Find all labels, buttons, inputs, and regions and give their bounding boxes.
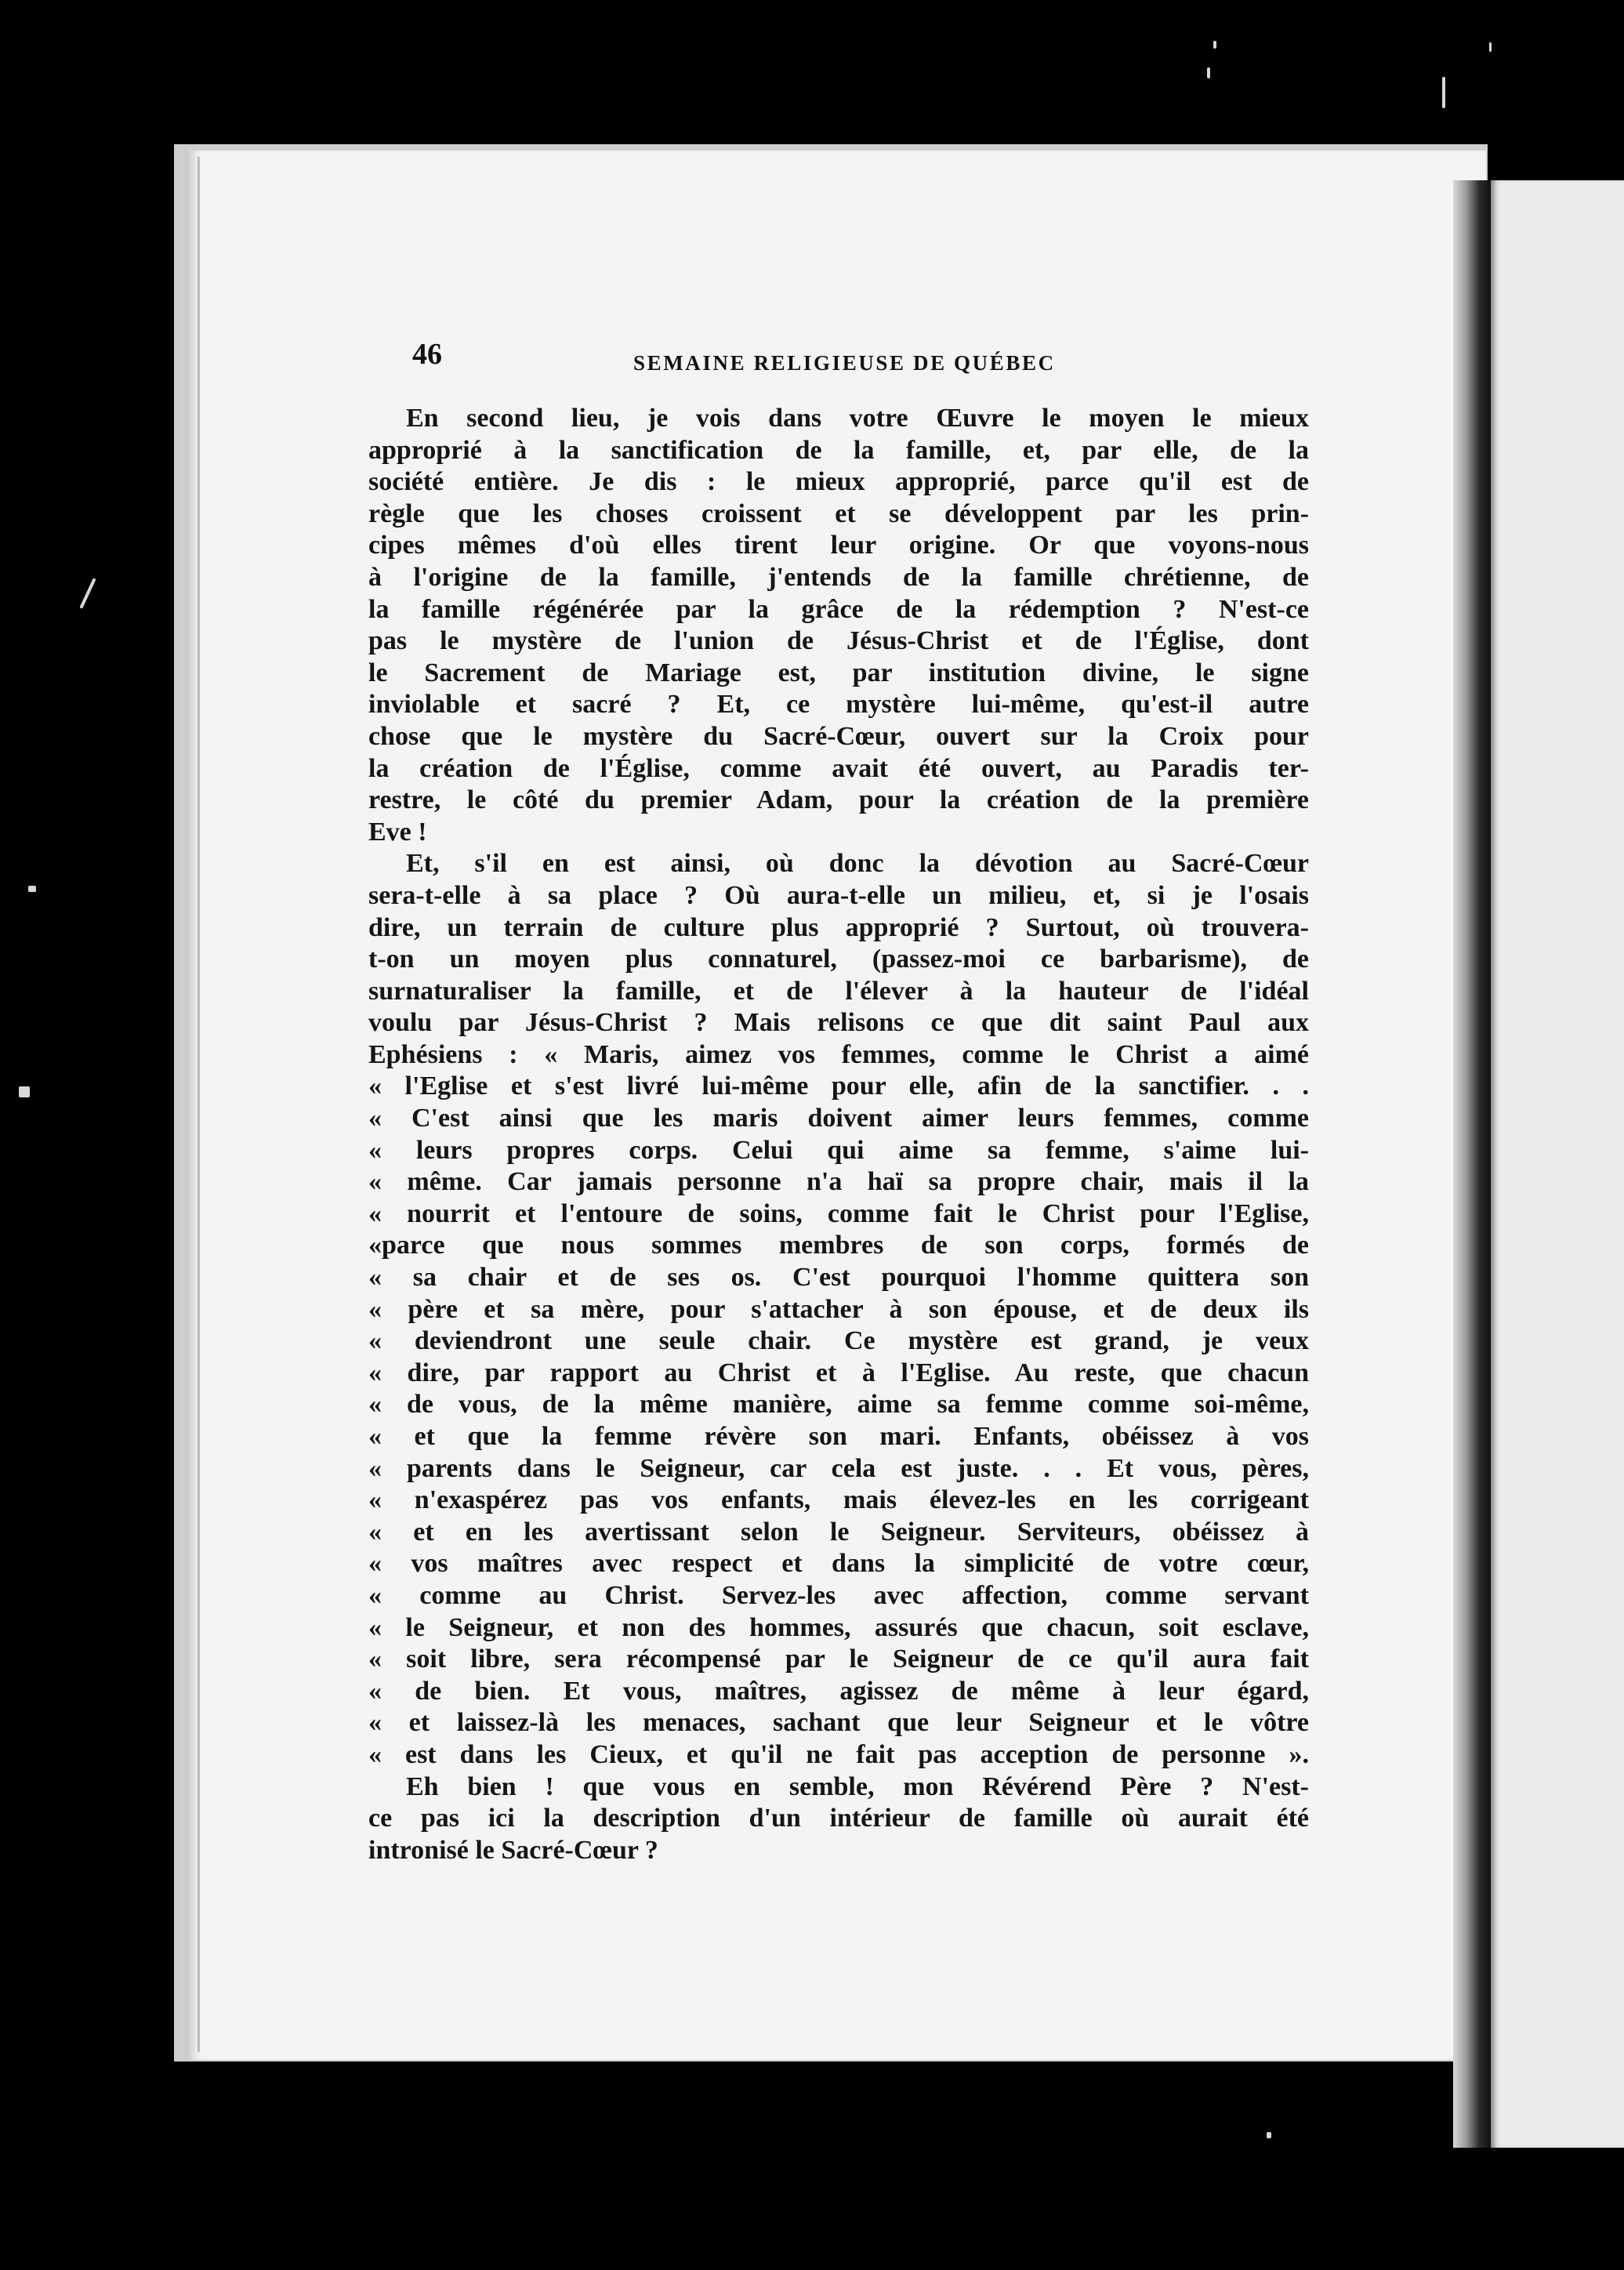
text-line: à l'origine de la famille, j'entends de la famille chrétienne, de (368, 562, 1309, 592)
text-line: cipes mêmes d'où elles tirent leur origine. Or que voyons-nous (368, 531, 1309, 560)
text-line: voulu par Jésus-Christ ? Mais relisons ce que dit saint Paul aux (368, 1008, 1309, 1038)
text-line: la famille régénérée par la grâce de la rédemption ? N'est-ce (368, 594, 1309, 624)
text-line: « soit libre, sera récompensé par le Seigneur de ce qu'il aura fait (368, 1644, 1309, 1674)
text-line: surnaturaliser la famille, et de l'élever à la hauteur de l'idéal (368, 976, 1309, 1006)
text-line: ce pas ici la description d'un intérieur de famille où aurait été (368, 1804, 1309, 1833)
text-line: « vos maîtres avec respect et dans la simplicité de votre cœur, (368, 1549, 1309, 1579)
text-line: inviolable et sacré ? Et, ce mystère lui-même, qu'est-il autre (368, 690, 1309, 720)
text-line: t-on un moyen plus connaturel, (passez-moi ce barbarisme), de (368, 945, 1309, 974)
text-line: la création de l'Église, comme avait été ouvert, au Paradis ter- (368, 753, 1309, 783)
text-line: dire, un terrain de culture plus approprié ? Surtout, où trouvera- (368, 912, 1309, 942)
text-line: Et, s'il en est ainsi, où donc la dévotion au Sacré-Cœur (406, 849, 1309, 879)
text-line: « comme au Christ. Servez-les avec affection, comme servant (368, 1580, 1309, 1610)
scan-speck (79, 578, 96, 609)
text-line: « sa chair et de ses os. C'est pourquoi l'homme quittera son (368, 1263, 1309, 1293)
text-line: « l'Eglise et s'est livré lui-même pour elle, afin de la sanctifier. . . (368, 1072, 1309, 1101)
text-line: En second lieu, je vois dans votre Œuvre le moyen le mieux (406, 404, 1309, 433)
text-line: Eve ! (368, 817, 427, 847)
text-line: « et en les avertissant selon le Seigneur. Serviteurs, obéissez à (368, 1517, 1309, 1547)
text-line: approprié à la sanctification de la famille, et, par elle, de la (368, 435, 1309, 465)
text-line: restre, le côté du premier Adam, pour la création de la première (368, 785, 1309, 815)
body-text (368, 403, 1309, 1866)
text-line: « le Seigneur, et non des hommes, assurés que chacun, soit esclave, (368, 1612, 1309, 1642)
scan-speck (1442, 77, 1445, 108)
text-line: « deviendront une seule chair. Ce mystère est grand, je veux (368, 1326, 1309, 1356)
text-line: « et laissez-là les menaces, sachant que leur Seigneur et le vôtre (368, 1708, 1309, 1738)
running-header-title: SEMAINE RELIGIEUSE DE QUÉBEC (633, 351, 1056, 375)
text-line: « nourrit et l'entoure de soins, comme fait le Christ pour l'Eglise, (368, 1198, 1309, 1228)
text-line: Eh bien ! que vous en semble, mon Révérend Père ? N'est- (406, 1771, 1309, 1801)
text-line: « leurs propres corps. Celui qui aime sa femme, s'aime lui- (368, 1135, 1309, 1165)
text-line: « parents dans le Seigneur, car cela est juste. . . Et vous, pères, (368, 1453, 1309, 1483)
text-line: règle que les choses croissent et se développent par les prin- (368, 499, 1309, 528)
scan-speck (19, 1086, 30, 1097)
text-line: le Sacrement de Mariage est, par institution divine, le signe (368, 658, 1309, 687)
next-page-edge (1491, 180, 1624, 2148)
text-line: «parce que nous sommes membres de son corps, formés de (368, 1231, 1309, 1260)
text-line: chose que le mystère du Sacré-Cœur, ouvert sur la Croix pour (368, 721, 1309, 751)
text-line: « C'est ainsi que les maris doivent aimer leurs femmes, comme (368, 1104, 1309, 1133)
text-line: « dire, par rapport au Christ et à l'Eglise. Au reste, que chacun (368, 1358, 1309, 1387)
scan-speck (1267, 2132, 1271, 2138)
scan-speck (28, 886, 36, 892)
text-line: « de vous, de la même manière, aime sa femme comme soi-même, (368, 1390, 1309, 1420)
scan-speck (1213, 41, 1216, 49)
text-line: « n'exaspérez pas vos enfants, mais élevez-les en les corrigeant (368, 1485, 1309, 1515)
text-line: société entière. Je dis : le mieux approprié, parce qu'il est de (368, 467, 1309, 497)
page-number: 46 (412, 338, 442, 371)
page-edge (198, 157, 231, 2052)
text-line: « père et sa mère, pour s'attacher à son épouse, et de deux ils (368, 1294, 1309, 1324)
text-line: « est dans les Cieux, et qu'il ne fait pas acception de personne ». (368, 1739, 1309, 1769)
text-line: sera-t-elle à sa place ? Où aura-t-elle un milieu, et, si je l'osais (368, 880, 1309, 910)
page-gutter (1453, 180, 1491, 2148)
scan-speck (1207, 67, 1210, 78)
text-line: pas le mystère de l'union de Jésus-Christ et de l'Église, dont (368, 626, 1309, 656)
text-line: « même. Car jamais personne n'a haï sa propre chair, mais il la (368, 1167, 1309, 1197)
scan-speck (1489, 42, 1492, 52)
text-line: intronisé le Sacré-Cœur ? (368, 1835, 658, 1865)
text-line: Ephésiens : « Maris, aimez vos femmes, comme le Christ a aimé (368, 1039, 1309, 1069)
text-line: « et que la femme révère son mari. Enfants, obéissez à vos (368, 1422, 1309, 1451)
text-line: « de bien. Et vous, maîtres, agissez de même à leur égard, (368, 1676, 1309, 1706)
